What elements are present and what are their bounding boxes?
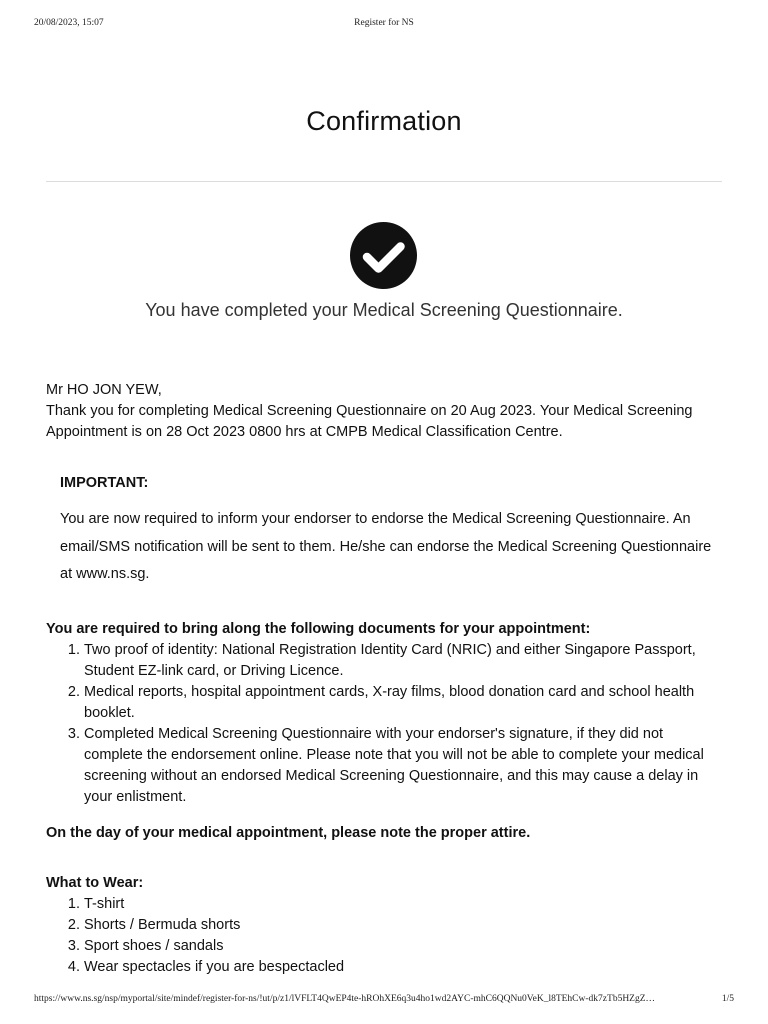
page-number: 1/5 bbox=[721, 994, 734, 1004]
list-item: 2. Medical reports, hospital appointment cards, X-ray films, blood donation card and school health booklet. bbox=[84, 682, 722, 724]
recipient-name: Mr HO JON YEW, bbox=[46, 382, 162, 398]
documents-list bbox=[46, 640, 722, 808]
attire-note: On the day of your medical appointment, please note the proper attire. bbox=[46, 825, 531, 841]
print-footer bbox=[34, 994, 734, 1008]
important-notice bbox=[60, 473, 720, 589]
list-item: 3. Completed Medical Screening Questionnaire with your endorser's signature, if they did not complete the endorsement online. Please note that you will not be able to complete your medical screening without an endorsed Medical Screening Questionnaire, and this may cause a delay in your enlistment. bbox=[84, 724, 722, 808]
check-circle-icon bbox=[350, 222, 417, 289]
documents-heading: You are required to bring along the following documents for your appointment: bbox=[46, 621, 591, 637]
list-item: 2. Shorts / Bermuda shorts bbox=[84, 915, 722, 936]
print-header bbox=[34, 18, 734, 32]
title-divider bbox=[46, 181, 722, 182]
print-url: https://www.ns.sg/nsp/myportal/site/mindef/register-for-ns/!ut/p/z1/lVFLT4QwEP4te-hROhXE6q3u4ho1wd2AYC-mhC6QQNu0VeK_l8TEhCw-dk7zTb5HZgZ… bbox=[34, 994, 656, 1004]
what-to-wear-list bbox=[46, 894, 722, 978]
list-item: 1. T-shirt bbox=[84, 894, 722, 915]
appointment-details: Thank you for completing Medical Screening Questionnaire on 20 Aug 2023. Your Medical Screening Appointment is on 28 Oct 2023 0800 hrs at CMPB Medical Classification Centre. bbox=[46, 403, 693, 440]
important-body: You are now required to inform your endorser to endorse the Medical Screening Questionnaire. An email/SMS notification will be sent to them. He/she can endorse the Medical Screening Questionnaire at www.ns.sg. bbox=[60, 511, 712, 582]
attire-section bbox=[46, 823, 722, 844]
important-heading: IMPORTANT: bbox=[60, 475, 149, 491]
documents-section bbox=[46, 619, 722, 808]
list-item: 4. Wear spectacles if you are bespectacled bbox=[84, 957, 722, 978]
print-datetime: 20/08/2023, 15:07 bbox=[34, 18, 104, 28]
status-message: You have completed your Medical Screening Questionnaire. bbox=[145, 300, 623, 320]
greeting-section bbox=[46, 380, 722, 443]
page-title: Confirmation bbox=[306, 106, 462, 136]
what-to-wear-heading: What to Wear: bbox=[46, 875, 144, 891]
what-to-wear-section bbox=[46, 873, 722, 978]
print-page-title: Register for NS bbox=[354, 18, 414, 28]
list-item: 1. Two proof of identity: National Registration Identity Card (NRIC) and either Singapore Passport, Student EZ-link card, or Driving Licence. bbox=[84, 640, 722, 682]
list-item: 3. Sport shoes / sandals bbox=[84, 936, 722, 957]
